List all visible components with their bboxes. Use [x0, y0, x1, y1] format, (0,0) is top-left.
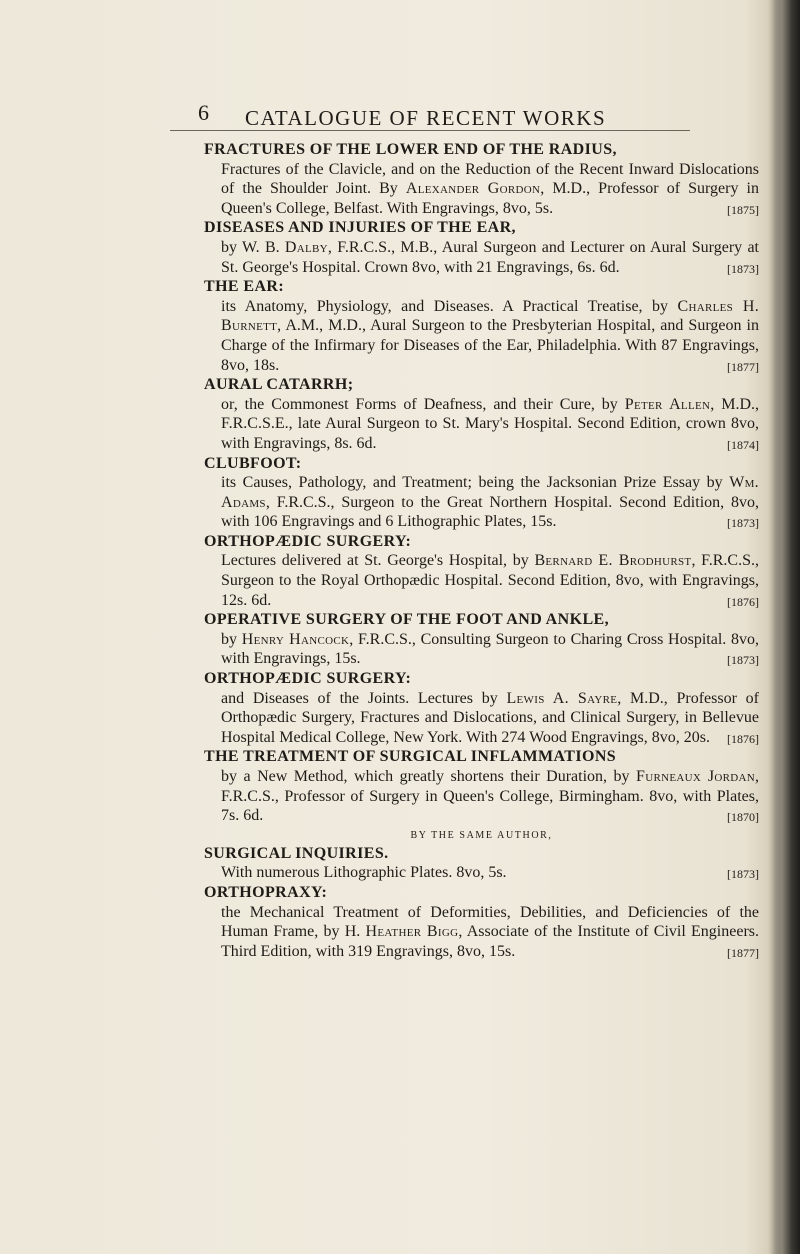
entry-year: [1877]: [727, 945, 759, 960]
entry-author: Heather Bigg: [365, 923, 459, 941]
entry-year: [1875]: [727, 202, 759, 217]
entry-title: ORTHOPÆDIC SURGERY:: [204, 670, 412, 688]
entry-title: DISEASES AND INJURIES OF THE EAR,: [204, 219, 516, 237]
entry-title: SURGICAL INQUIRIES.: [204, 844, 389, 862]
entry-description: its Causes, Pathology, and Treatment; being the Jacksonian Prize Essay by Wm. Adams, F.R.C.S., Surgeon to the Great Northern Hospital. Second Edition, 8vo, with 106 Engravings and 6 Lithographic Plates, 15s. [1873]: [204, 473, 759, 532]
entry-year: [1874]: [727, 437, 759, 452]
entry-title: ORTHOPRAXY:: [204, 883, 328, 901]
entry-description: its Anatomy, Physiology, and Diseases. A Practical Treatise, by Charles H. Burnett, A.M., M.D., Aural Surgeon to the Presbyterian Hospital, and Surgeon in Charge of the Infirmary for Diseases of the Ear, Philadelphia. With 87 Engravings, 8vo, 18s. [1877]: [204, 297, 759, 375]
catalogue-entry: [204, 883, 759, 961]
entry-year: [1876]: [727, 594, 759, 609]
page-header: [0, 84, 800, 130]
entry-year: [1873]: [727, 653, 759, 668]
page-number: 6: [198, 100, 209, 125]
entry-year: [1873]: [727, 867, 759, 882]
entry-author: Wm. Adams: [221, 474, 759, 511]
entry-description: the Mechanical Treatment of Deformities, Debilities, and Deficiencies of the Human Frame, by H. Heather Bigg, Associate of the Institute of Civil Engineers. Third Edition, with 319 Engravings, 8vo, 15s. [1877]: [204, 903, 759, 962]
catalogue-entry: [204, 218, 759, 277]
running-title: CATALOGUE OF RECENT WORKS: [245, 106, 607, 130]
entry-author: Bernard E. Brodhurst: [534, 552, 692, 570]
entry-description: by W. B. Dalby, F.R.C.S., M.B., Aural Surgeon and Lecturer on Aural Surgery at St. George's Hospital. Crown 8vo, with 21 Engravings, 6s. 6d. [1873]: [204, 238, 759, 277]
entry-description: by a New Method, which greatly shortens their Duration, by Furneaux Jordan, F.R.C.S., Professor of Surgery in Queen's College, Birmingham. 8vo, with Plates, 7s. 6d. [1870]: [204, 767, 759, 826]
catalogue-entry: [204, 747, 759, 825]
catalogue-entry: [204, 610, 759, 669]
catalogue-entry: [204, 532, 759, 610]
header-rule: [170, 130, 690, 131]
book-binding-edge: [772, 0, 800, 1254]
entry-author: Furneaux Jordan: [636, 768, 755, 785]
entry-description: Fractures of the Clavicle, and on the Reduction of the Recent Inward Dislocations of the Shoulder Joint. By Alexander Gordon, M.D., Professor of Surgery in Queen's College, Belfast. With Engravings, 8vo, 5s. [1875]: [204, 160, 759, 219]
entry-author: Peter Allen: [624, 395, 711, 413]
entry-title: CLUBFOOT:: [204, 454, 302, 472]
entry-title: OPERATIVE SURGERY OF THE FOOT AND ANKLE,: [204, 611, 609, 629]
entry-year: [1873]: [727, 516, 759, 531]
catalogue-entry: [204, 277, 759, 375]
entry-title: THE TREATMENT OF SURGICAL INFLAMMATIONS: [204, 748, 617, 766]
catalogue-entry: [204, 140, 759, 218]
catalogue-entry: [204, 454, 759, 532]
entry-author: Henry Hancock: [241, 630, 350, 648]
entry-year: [1873]: [727, 261, 759, 276]
entry-author: Charles H. Burnett: [221, 297, 759, 335]
entry-author: Alexander Gordon: [405, 180, 541, 198]
catalogue-entry: [204, 669, 759, 747]
entry-title: THE EAR:: [204, 278, 285, 296]
catalogue-entries: [204, 140, 759, 963]
entry-year: [1870]: [727, 810, 759, 825]
catalogue-entry: [204, 828, 759, 883]
entry-description: by Henry Hancock, F.R.C.S., Consulting Surgeon to Charing Cross Hospital. 8vo, with Engravings, 15s. [1873]: [204, 630, 759, 669]
entry-title: ORTHOPÆDIC SURGERY:: [204, 532, 412, 550]
entry-author: Lewis A. Sayre: [506, 689, 618, 707]
entry-description: or, the Commonest Forms of Deafness, and their Cure, by Peter Allen, M.D., F.R.C.S.E., late Aural Surgeon to St. Mary's Hospital. Second Edition, crown 8vo, with Engravings, 8s. 6d. [1874]: [204, 395, 759, 454]
entry-description: Lectures delivered at St. George's Hospital, by Bernard E. Brodhurst, F.R.C.S., Surgeon to the Royal Orthopædic Hospital. Second Edition, 8vo, with Engravings, 12s. 6d. [1876]: [204, 551, 759, 610]
catalogue-entry: [204, 375, 759, 453]
entry-author: Dalby: [284, 238, 328, 256]
entry-year: [1876]: [727, 731, 759, 746]
entry-year: [1877]: [727, 359, 759, 374]
entry-title: AURAL CATARRH;: [204, 376, 354, 394]
entry-description: With numerous Lithographic Plates. 8vo, 5s. [1873]: [204, 863, 759, 883]
entry-title: FRACTURES OF THE LOWER END OF THE RADIUS,: [204, 141, 617, 158]
entry-description: and Diseases of the Joints. Lectures by Lewis A. Sayre, M.D., Professor of Orthopædic Surgery, Fractures and Dislocations, and Clinical Surgery, in Bellevue Hospital Medical College, New York. With 274 Wood Engravings, 8vo, 20s. [1876]: [204, 689, 759, 748]
same-author-note: BY THE SAME AUTHOR,: [410, 829, 553, 841]
